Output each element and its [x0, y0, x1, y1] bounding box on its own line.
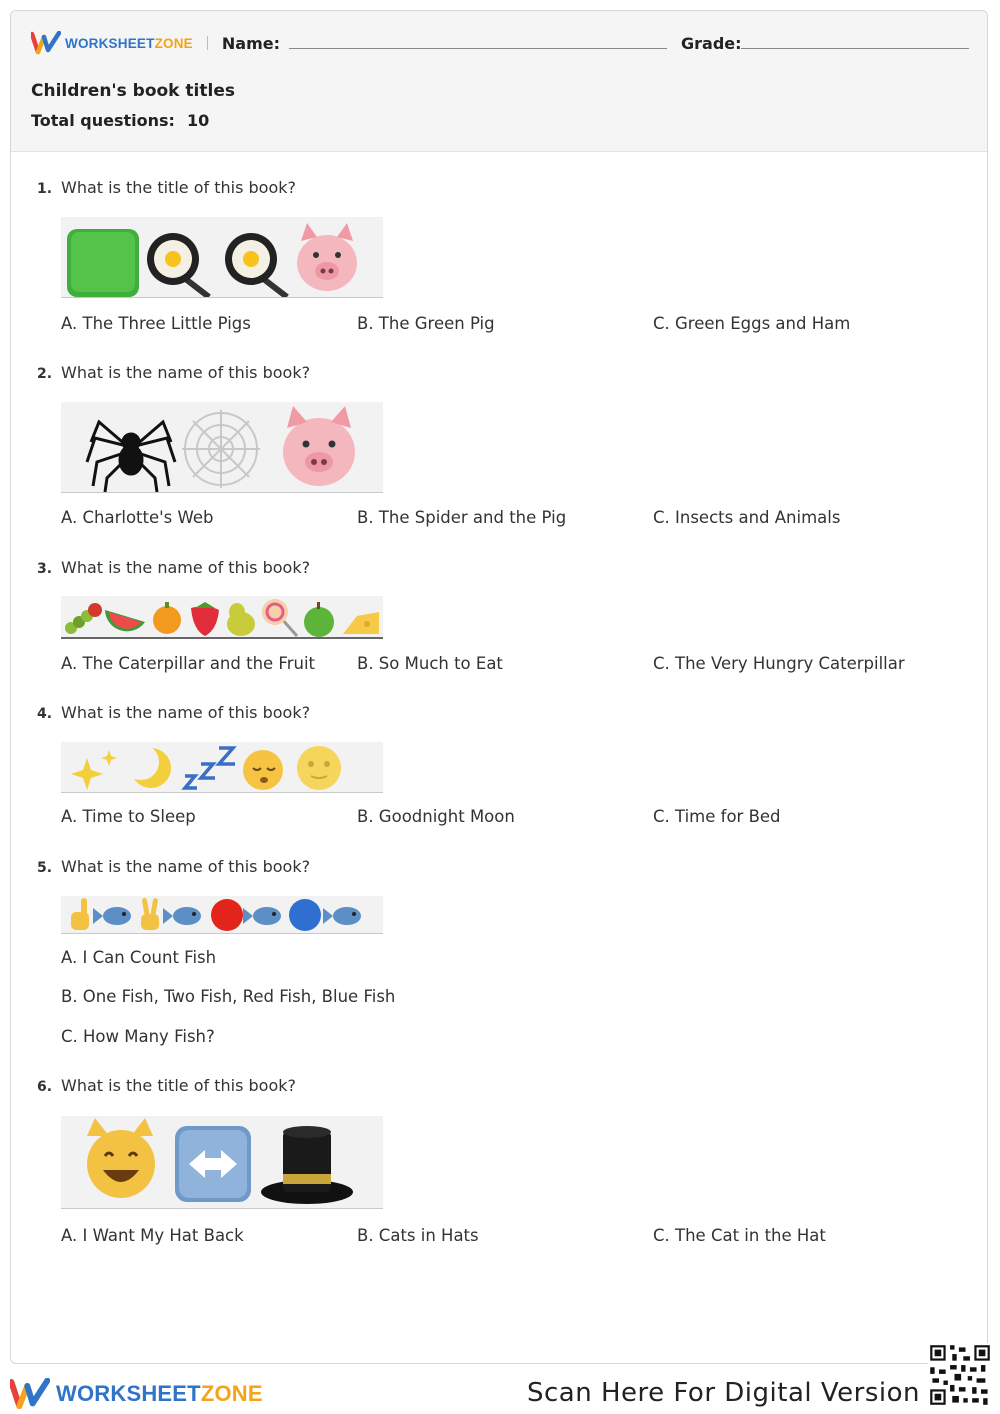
- question-3: [37, 558, 310, 577]
- question-text: What is the name of this book?: [61, 558, 311, 577]
- orange-icon: [153, 602, 181, 634]
- watermelon-icon: [105, 610, 145, 631]
- question-1-picture: [61, 217, 383, 298]
- full-moon-face-icon: [297, 746, 341, 790]
- question-number: 2.: [37, 366, 53, 382]
- question-3-option-b[interactable]: B. So Much to Eat: [357, 654, 503, 673]
- fried-egg-icon: [147, 233, 209, 297]
- question-6: [37, 1076, 296, 1095]
- question-text: What is the title of this book?: [61, 178, 296, 197]
- pig-face-icon: [297, 223, 357, 291]
- brand-word-zone: ZONE: [200, 1381, 263, 1406]
- cat-face-icon: [87, 1118, 155, 1198]
- question-4-picture: [61, 742, 383, 793]
- left-right-arrow-icon: [175, 1126, 251, 1202]
- footer-logo: [10, 1378, 263, 1410]
- header-logo: [31, 31, 280, 55]
- question-number: 6.: [37, 1079, 53, 1095]
- total-questions-value: 10: [186, 111, 210, 130]
- question-5-option-b[interactable]: B. One Fish, Two Fish, Red Fish, Blue Fish: [61, 987, 396, 1006]
- header-separator: [207, 36, 208, 50]
- worksheet-header: [11, 11, 987, 152]
- name-input-line[interactable]: [289, 48, 667, 49]
- total-questions: [31, 111, 209, 130]
- brand-word-zone: ZONE: [154, 35, 193, 51]
- total-questions-label: Total questions:: [31, 111, 175, 130]
- fish-icon: [243, 907, 281, 925]
- blue-circle-icon: [289, 899, 321, 931]
- question-text: What is the name of this book?: [61, 363, 311, 382]
- fried-egg-icon: [225, 233, 287, 297]
- pear-icon: [227, 603, 255, 636]
- worksheet-title: Children's book titles: [31, 81, 235, 101]
- pig-face-icon: [283, 406, 355, 486]
- crescent-moon-icon: [123, 744, 171, 788]
- question-6-option-a[interactable]: A. I Want My Hat Back: [61, 1226, 244, 1245]
- question-4: [37, 703, 310, 722]
- question-3-picture: [61, 596, 383, 639]
- fish-icon: [163, 907, 201, 925]
- question-text: What is the title of this book?: [61, 1076, 296, 1095]
- question-4-option-c[interactable]: C. Time for Bed: [653, 807, 781, 826]
- scan-here-text: Scan Here For Digital Version: [527, 1378, 920, 1408]
- grade-label: Grade:: [681, 34, 742, 53]
- sparkles-icon: [71, 750, 117, 790]
- question-number: 5.: [37, 860, 53, 876]
- question-6-picture: [61, 1116, 383, 1209]
- footer-brand-wordmark: [56, 1381, 263, 1407]
- question-1-option-a[interactable]: A. The Three Little Pigs: [61, 314, 251, 333]
- question-2-option-a[interactable]: A. Charlotte's Web: [61, 508, 214, 527]
- red-circle-icon: [211, 899, 243, 931]
- top-hat-icon: [261, 1126, 353, 1204]
- question-2-option-b[interactable]: B. The Spider and the Pig: [357, 508, 567, 527]
- question-5-picture: [61, 896, 383, 934]
- brand-word-worksheet: WORKSHEET: [65, 35, 155, 51]
- index-finger-icon: [71, 898, 89, 930]
- question-1-option-b[interactable]: B. The Green Pig: [357, 314, 495, 333]
- worksheet-zone-logo-icon: [10, 1378, 50, 1410]
- question-2-picture: [61, 402, 383, 493]
- brand-word-worksheet: WORKSHEET: [56, 1381, 201, 1406]
- question-4-option-a[interactable]: A. Time to Sleep: [61, 807, 196, 826]
- question-3-option-c[interactable]: C. The Very Hungry Caterpillar: [653, 654, 905, 673]
- question-1-option-c[interactable]: C. Green Eggs and Ham: [653, 314, 851, 333]
- question-4-option-b[interactable]: B. Goodnight Moon: [357, 807, 515, 826]
- worksheet-zone-logo-icon: [31, 31, 61, 55]
- victory-hand-icon: [141, 898, 159, 930]
- question-2-option-c[interactable]: C. Insects and Animals: [653, 508, 841, 527]
- question-text: What is the name of this book?: [61, 703, 311, 722]
- question-5-option-a[interactable]: A. I Can Count Fish: [61, 948, 217, 967]
- question-number: 3.: [37, 561, 53, 577]
- question-1: [37, 178, 296, 197]
- fish-icon: [93, 907, 131, 925]
- green-square-icon: [67, 229, 139, 297]
- caterpillar-icon: [65, 603, 102, 634]
- question-5-option-c[interactable]: C. How Many Fish?: [61, 1027, 215, 1046]
- question-text: What is the name of this book?: [61, 857, 311, 876]
- worksheet-sheet: [10, 10, 988, 1364]
- question-3-option-a[interactable]: A. The Caterpillar and the Fruit: [61, 654, 316, 673]
- grade-input-line[interactable]: [741, 48, 969, 49]
- green-apple-icon: [304, 602, 334, 637]
- question-2: [37, 363, 310, 382]
- question-number: 1.: [37, 181, 53, 197]
- question-6-option-b[interactable]: B. Cats in Hats: [357, 1226, 479, 1245]
- zzz-icon: [185, 748, 235, 788]
- qr-code-icon[interactable]: [928, 1343, 992, 1407]
- question-5: [37, 857, 310, 876]
- spider-icon: [87, 422, 175, 492]
- cheese-icon: [343, 612, 379, 634]
- fish-icon: [323, 907, 361, 925]
- question-number: 4.: [37, 706, 53, 722]
- spider-web-icon: [182, 410, 260, 488]
- lollipop-icon: [262, 599, 297, 636]
- brand-wordmark: [65, 36, 193, 51]
- question-6-option-c[interactable]: C. The Cat in the Hat: [653, 1226, 826, 1245]
- sleeping-face-icon: [243, 750, 283, 790]
- name-label: Name:: [221, 33, 280, 53]
- strawberry-icon: [191, 602, 219, 636]
